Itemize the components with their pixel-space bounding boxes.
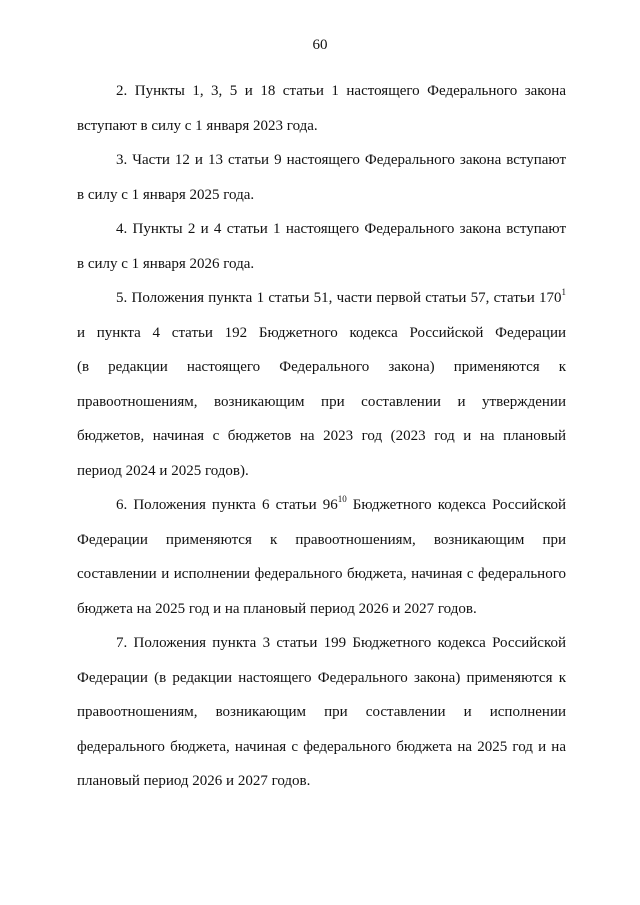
paragraph-line xyxy=(77,488,566,523)
paragraph-line: Федерации (в редакции настоящего Федерального закона) применяются к xyxy=(77,669,566,686)
paragraph-line: бюджетов, начиная с бюджетов на 2023 год (2023 год и на плановый xyxy=(77,428,566,444)
paragraph-line: правоотношениям, возникающим при составлении и исполнении xyxy=(77,704,566,720)
superscript: 1 xyxy=(561,287,566,297)
paragraph-line-text: 5. Положения пункта 1 статьи 51, части первой статьи 57, статьи 170 xyxy=(116,290,562,306)
paragraph-line: 3. Части 12 и 13 статьи 9 настоящего Федерального закона вступают xyxy=(116,152,566,168)
paragraph-line: 7. Положения пункта 3 статьи 199 Бюджетного кодекса Российской xyxy=(116,635,566,651)
paragraph-line xyxy=(77,281,566,316)
document-body xyxy=(77,74,566,799)
paragraph-line-text: 6. Положения пункта 6 статьи 96 xyxy=(116,497,338,513)
paragraph-5 xyxy=(77,281,566,488)
page-number: 60 xyxy=(312,37,328,53)
superscript: 10 xyxy=(337,494,347,504)
paragraph-6 xyxy=(77,488,566,626)
paragraph-line: в силу с 1 января 2026 года. xyxy=(77,255,255,272)
paragraph-line: федерального бюджета, начиная с федерального бюджета на 2025 год и на xyxy=(77,738,566,755)
paragraph-line: правоотношениям, возникающим при составлении и утверждении xyxy=(77,393,566,410)
paragraph-4 xyxy=(77,212,566,281)
paragraph-line: 4. Пункты 2 и 4 статьи 1 настоящего Федерального закона вступают xyxy=(116,221,566,237)
paragraph-3 xyxy=(77,143,566,212)
paragraph-line: Федерации применяются к правоотношениям, возникающим при xyxy=(77,531,566,548)
paragraph-line: вступают в силу с 1 января 2023 года. xyxy=(77,117,318,134)
paragraph-2 xyxy=(77,74,566,143)
paragraph-line: в силу с 1 января 2025 года. xyxy=(77,186,255,203)
paragraph-line: и пункта 4 статьи 192 Бюджетного кодекса Российской Федерации xyxy=(77,324,566,341)
paragraph-line: плановый период 2026 и 2027 годов. xyxy=(77,773,311,789)
paragraph-line: период 2024 и 2025 годов). xyxy=(77,462,249,479)
paragraph-7 xyxy=(77,626,566,799)
paragraph-line: 2. Пункты 1, 3, 5 и 18 статьи 1 настоящего Федерального закона xyxy=(116,83,566,99)
paragraph-line-text: Бюджетного кодекса Российской xyxy=(346,497,566,513)
paragraph-line: составлении и исполнении федерального бюджета, начиная с федерального xyxy=(77,566,566,582)
paragraph-line: бюджета на 2025 год и на плановый период 2026 и 2027 годов. xyxy=(77,600,477,617)
paragraph-line: (в редакции настоящего Федерального закона) применяются к xyxy=(77,359,566,375)
